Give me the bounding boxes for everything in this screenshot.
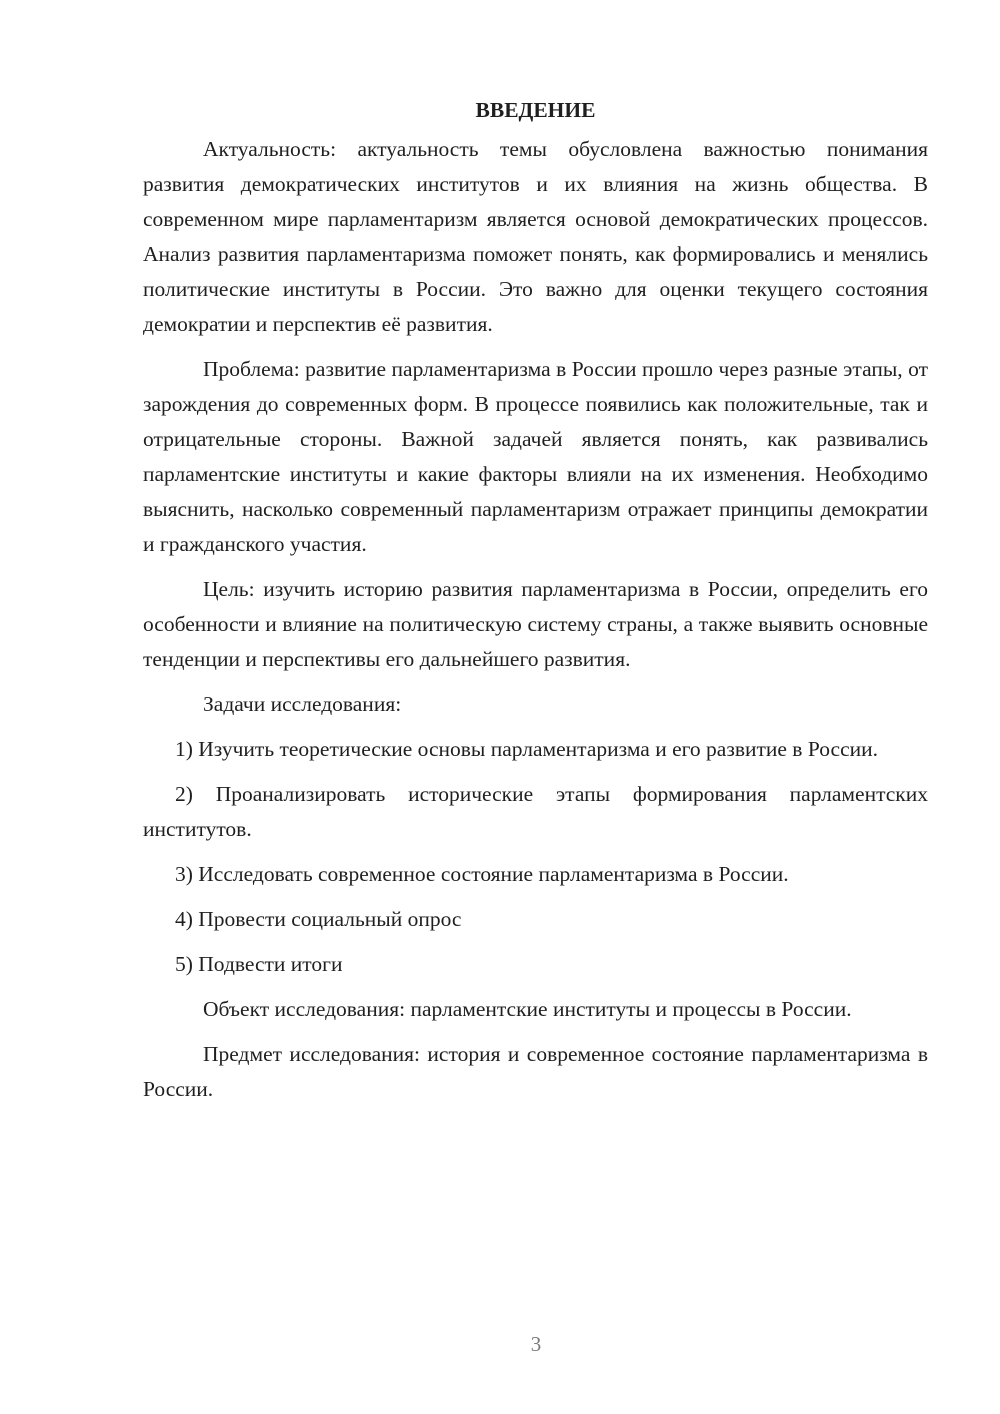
paragraph-object: Объект исследования: парламентские институты и процессы в России. xyxy=(203,997,852,1021)
task-item: 2) Проанализировать исторические этапы формирования парламентских институтов. xyxy=(143,782,928,841)
task-item: 4) Провести социальный опрос xyxy=(175,907,462,931)
task-item: 5) Подвести итоги xyxy=(175,952,343,976)
paragraph-goal: Цель: изучить историю развития парламентаризма в России, определить его особенности и влияние на политическую систему страны, а также выявить основные тенденции и перспективы его дальнейшего развития. xyxy=(143,577,928,671)
page-title: ВВЕДЕНИЕ xyxy=(475,98,596,122)
paragraph-tasks-heading: Задачи исследования: xyxy=(203,692,402,716)
paragraph-subject: Предмет исследования: история и современное состояние парламентаризма в России. xyxy=(143,1042,928,1101)
document-page xyxy=(143,92,928,1117)
paragraph-relevance: Актуальность: актуальность темы обусловлена важностью понимания развития демократических институтов и их влияния на жизнь общества. В современном мире парламентаризм является основой демократических процессов. Анализ развития парламентаризма поможет понять, как формировались и менялись политические институты в России. Это важно для оценки текущего состояния демократии и перспектив её развития. xyxy=(143,137,928,336)
task-item: 1) Изучить теоретические основы парламентаризма и его развитие в России. xyxy=(175,737,879,761)
task-item: 3) Исследовать современное состояние парламентаризма в России. xyxy=(175,862,789,886)
paragraph-problem: Проблема: развитие парламентаризма в России прошло через разные этапы, от зарождения до современных форм. В процессе появились как положительные, так и отрицательные стороны. Важной задачей является понять, как развивались парламентские институты и какие факторы влияли на их изменения. Необходимо выяснить, насколько современный парламентаризм отражает принципы демократии и гражданского участия. xyxy=(143,357,928,556)
page-number: 3 xyxy=(530,1332,542,1356)
